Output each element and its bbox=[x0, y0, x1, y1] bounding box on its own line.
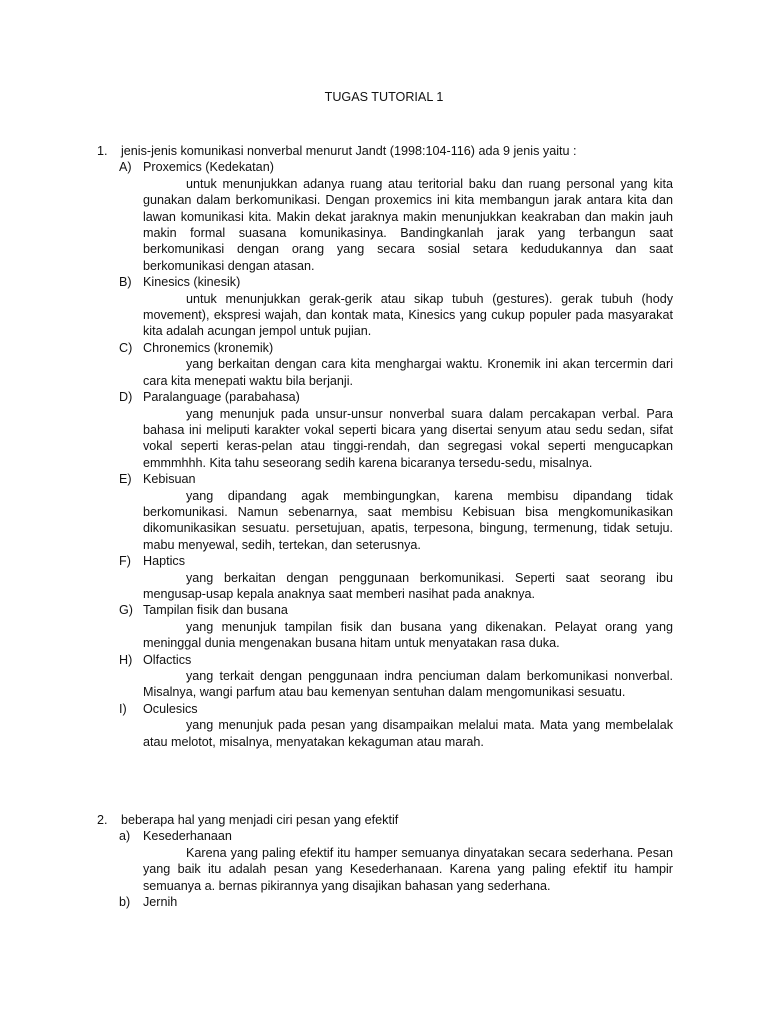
item-body: yang menunjuk pada unsur-unsur nonverbal suara dalam percakapan verbal. Para bahasa ini meliputi karakter vokal seperti bicara yang disertai senyum atau sedu sedan, sifat vokal seperti keras-pelan atau tinggi-rendah, dan segregasi vokal seperti mengucapkan emmmhhh. Kita tahu seseorang sedih karena bicaranya tersedu-sedu, misalnya. bbox=[143, 406, 673, 470]
list-item bbox=[97, 894, 673, 910]
list-item bbox=[97, 274, 673, 340]
section-number: 2. bbox=[97, 813, 108, 827]
item-title: Kesederhanaan bbox=[143, 829, 232, 844]
item-body: yang berkaitan dengan cara kita menghargai waktu. Kronemik ini akan tercermin dari cara kita menepati waktu bila berjanji. bbox=[143, 357, 673, 388]
item-title: Paralanguage (parabahasa) bbox=[143, 390, 300, 405]
item-title: Tampilan fisik dan busana bbox=[143, 603, 288, 618]
item-letter: F) bbox=[119, 554, 131, 569]
section-number: 1. bbox=[97, 144, 108, 158]
item-letter: H) bbox=[119, 652, 133, 667]
item-letter: D) bbox=[119, 390, 133, 405]
item-letter: B) bbox=[119, 275, 132, 290]
item-title: Kebisuan bbox=[143, 472, 196, 487]
item-title: Chronemics (kronemik) bbox=[143, 340, 274, 355]
item-body: untuk menunjukkan gerak-gerik atau sikap tubuh (gestures). gerak tubuh (hody movement), ekspresi wajah, dan kontak mata, Kinesics yang cukup populer pada masyarakat kita adalah acungan jempol untuk pujian. bbox=[143, 291, 673, 339]
list-item bbox=[97, 159, 673, 274]
item-title: Olfactics bbox=[143, 652, 192, 667]
section-heading bbox=[97, 812, 673, 828]
item-body: yang dipandang agak membingungkan, karena membisu dipandang tidak berkomunikasi. Namun sebenarnya, saat membisu Kebisuan bisa mengkomunikasikan dikomunikasikan sesuatu. persetujuan, apatis, terpesona, bingung, termenung, tidak setuju. mabu menyewal, sedih, tertekan, dan seterusnya. bbox=[143, 488, 673, 552]
item-letter: E) bbox=[119, 472, 132, 487]
item-title: Proxemics (Kedekatan) bbox=[143, 160, 274, 175]
list-item bbox=[97, 652, 673, 701]
section-2 bbox=[97, 812, 673, 910]
item-letter: C) bbox=[119, 340, 133, 355]
list-item bbox=[97, 553, 673, 602]
item-body: yang menunjuk pada pesan yang disampaikan melalui mata. Mata yang membelalak atau melotot, misalnya, menyatakan kekaguman atau marah. bbox=[143, 718, 673, 749]
item-title: Kinesics (kinesik) bbox=[143, 275, 241, 290]
list-item bbox=[97, 389, 673, 471]
item-letter: A) bbox=[119, 160, 132, 175]
item-body: yang menunjuk tampilan fisik dan busana yang dikenakan. Pelayat orang yang meninggal dunia mengenakan busana hitam untuk menyatakan rasa duka. bbox=[143, 619, 673, 651]
section-heading-text: beberapa hal yang menjadi ciri pesan yang efektif bbox=[121, 813, 399, 827]
list-item bbox=[97, 828, 673, 894]
item-body: Karena yang paling efektif itu hamper semuanya dinyatakan secara sederhana. Pesan yang baik itu adalah pesan yang Kesederhanaan. Karena yang paling efektif itu hampir semuanya a. bernas pikirannya yang disajikan bahasan yang sederhana. bbox=[143, 845, 673, 893]
list-item bbox=[97, 602, 673, 651]
item-letter: I) bbox=[119, 701, 127, 716]
item-title: Haptics bbox=[143, 554, 185, 569]
item-letter: b) bbox=[119, 895, 131, 910]
document-title: TUGAS TUTORIAL 1 bbox=[324, 90, 444, 104]
list-item bbox=[97, 701, 673, 750]
list-item bbox=[97, 340, 673, 389]
section-heading-text: jenis-jenis komunikasi nonverbal menurut Jandt (1998:104-116) ada 9 jenis yaitu : bbox=[121, 144, 577, 158]
item-title: Oculesics bbox=[143, 701, 198, 716]
item-body: yang terkait dengan penggunaan indra penciuman dalam berkomunikasi nonverbal. Misalnya, wangi parfum atau bau kemenyan sentuhan dalam mengomunikasi sesuatu. bbox=[143, 669, 673, 700]
item-title: Jernih bbox=[143, 895, 178, 910]
list-item bbox=[97, 471, 673, 553]
item-body: untuk menunjukkan adanya ruang atau teritorial baku dan ruang personal yang kita gunakan dalam berkomunikasi. Dengan proxemics ini kita membangun jarak antara kita dan lawan komunikasi kita. Makin dekat jaraknya makin menunjukkan keakraban dan makin jauh makin formal suasana komunikasinya. Bandingkanlah jarak yang terbangun saat berkomunikasi dengan orang yang secara sosial setara kedudukannya dan saat berkomunikasi dengan atasan. bbox=[143, 176, 673, 273]
item-letter: a) bbox=[119, 829, 131, 844]
item-body: yang berkaitan dengan penggunaan berkomunikasi. Seperti saat seorang ibu mengusap-usap kepala anaknya saat memberi nasihat pada anaknya. bbox=[143, 570, 673, 601]
section-heading bbox=[97, 143, 673, 159]
item-letter: G) bbox=[119, 603, 133, 618]
section-1 bbox=[97, 143, 673, 750]
